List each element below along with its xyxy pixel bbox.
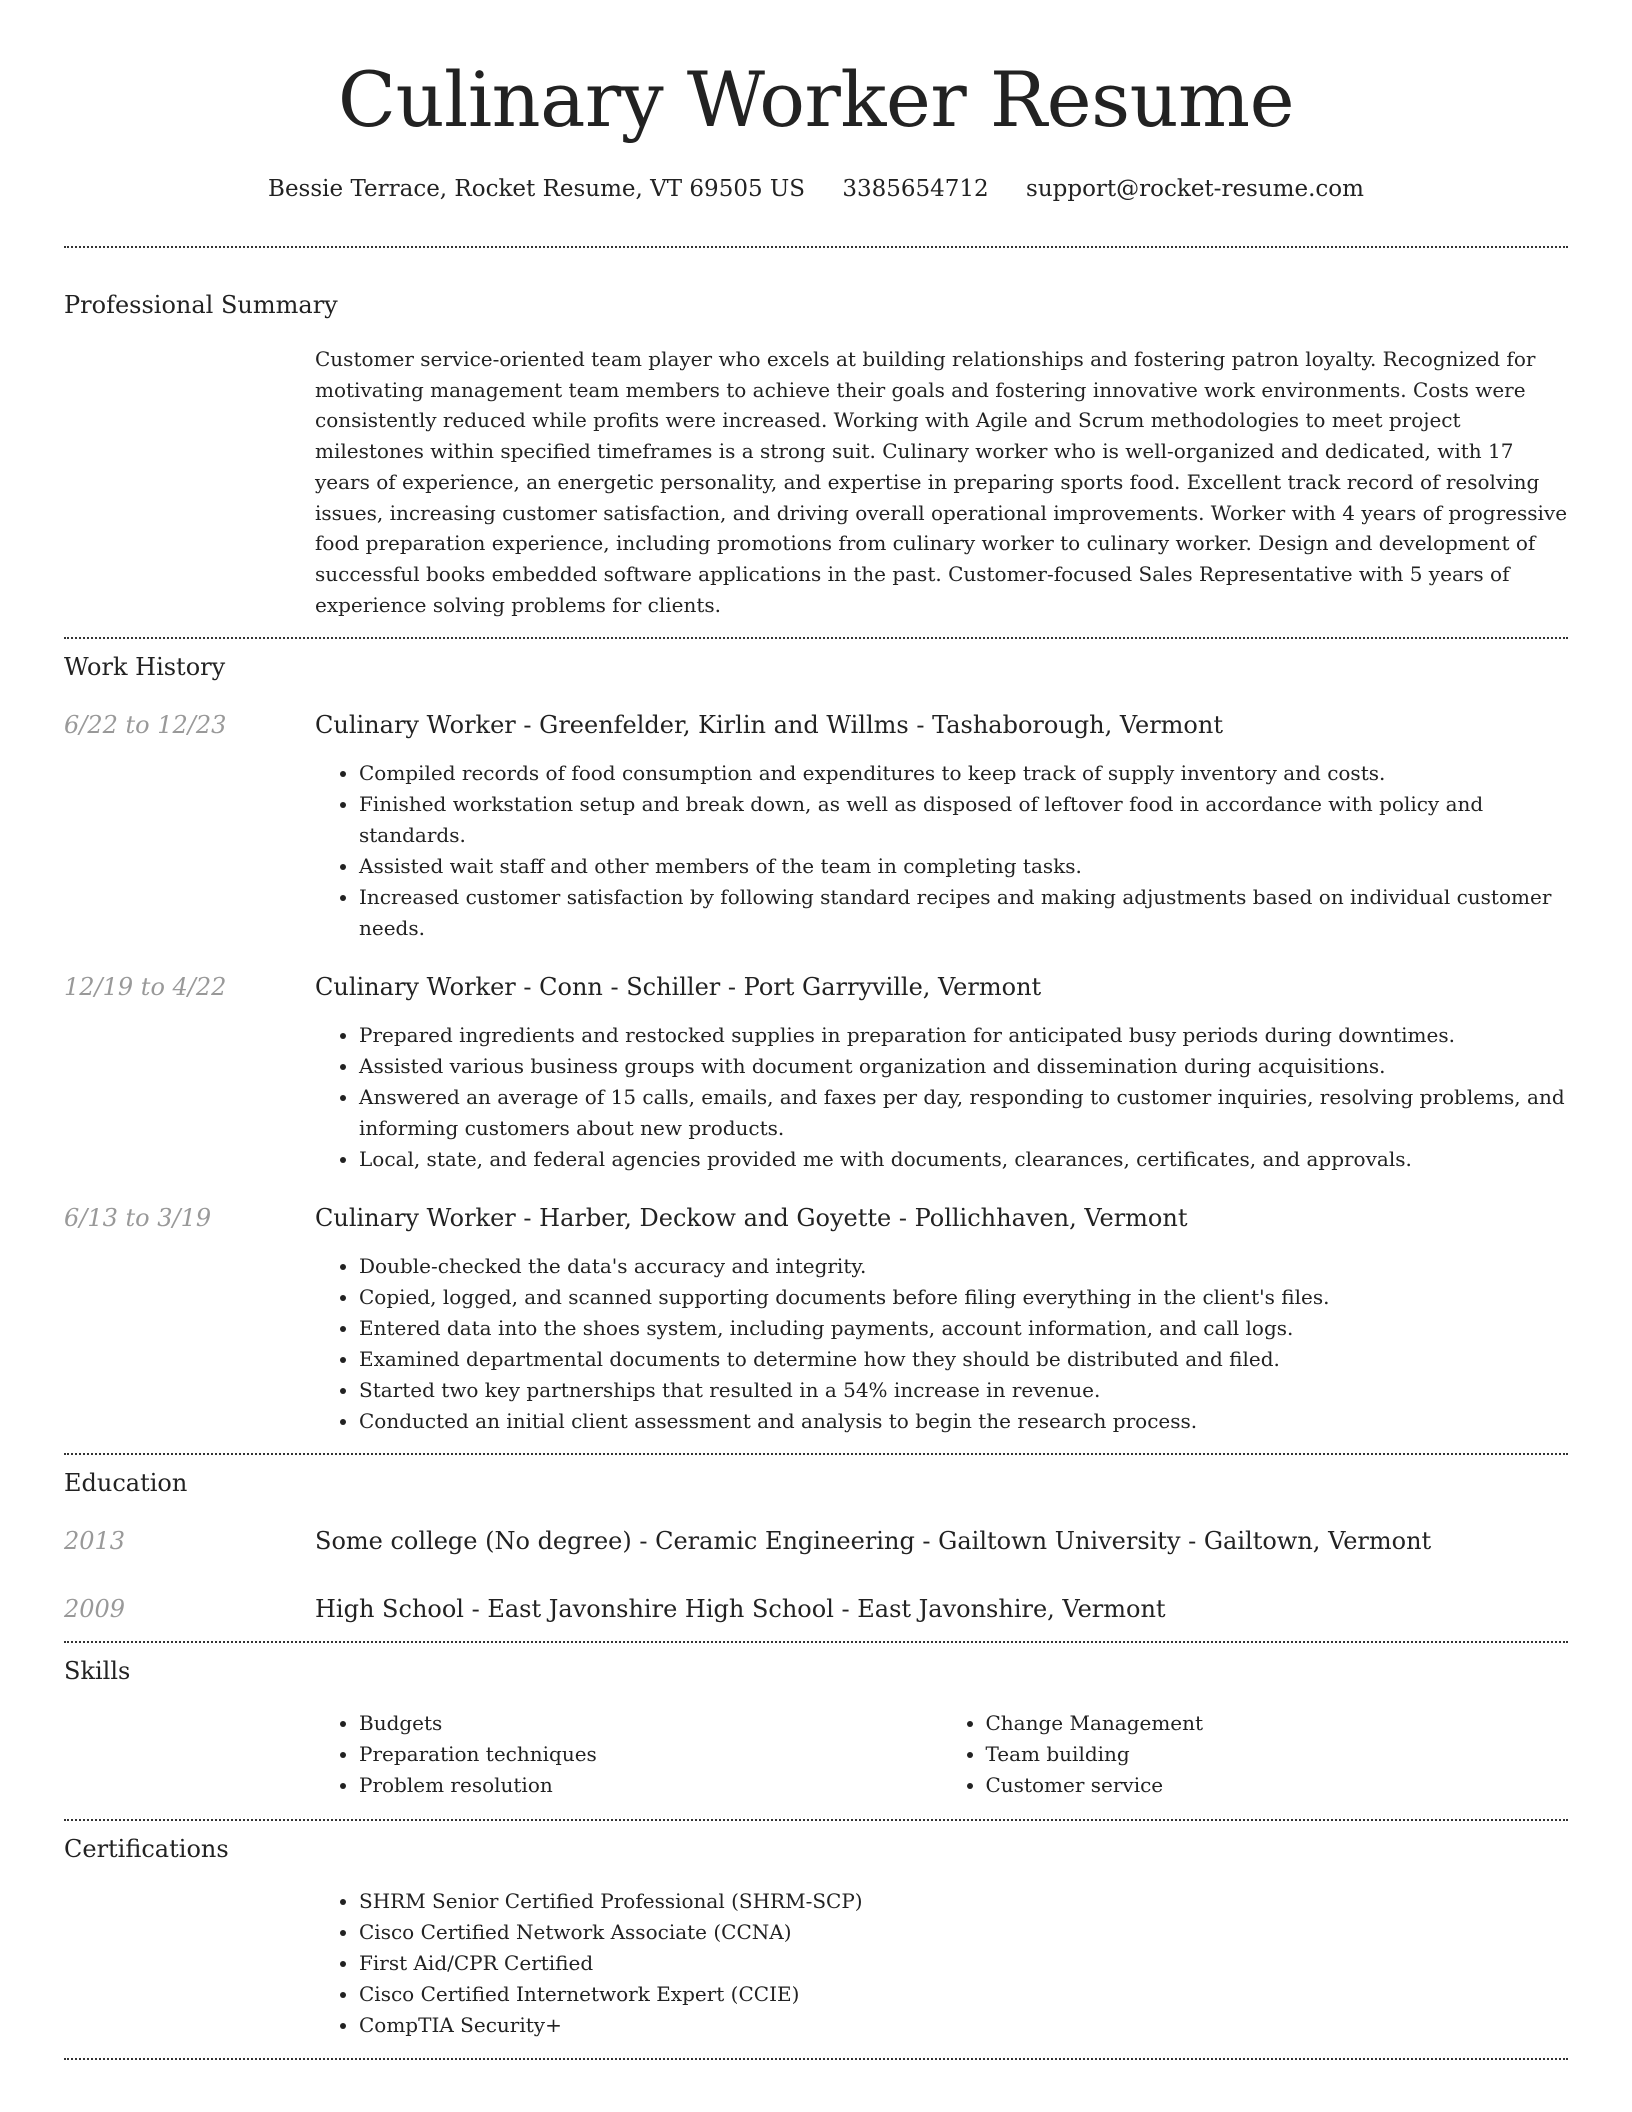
job-dates: 6/13 to 3/19: [64, 1204, 212, 1233]
job-title: Culinary Worker - Harber, Deckow and Goyette - Pollichhaven, Vermont: [315, 1204, 1188, 1233]
job-title: Culinary Worker - Conn - Schiller - Port Garryville, Vermont: [315, 973, 1042, 1002]
list-item: • SHRM Senior Certified Professional (SHRM-SCP): [359, 1886, 1568, 1917]
list-item: • Assisted wait staff and other members of the team in completing tasks.: [359, 851, 1568, 882]
list-item: • First Aid/CPR Certified: [359, 1948, 1568, 1979]
job-bullets-block: [315, 758, 1568, 944]
education-entry: [64, 1526, 1568, 1556]
contact-address: Bessie Terrace, Rocket Resume, VT 69505 US: [268, 176, 806, 202]
divider: [64, 1819, 1568, 1821]
list-item: • Examined departmental documents to determine how they should be distributed and filed.: [359, 1344, 1568, 1375]
list-item: • Team building: [986, 1739, 1569, 1770]
divider: [64, 1641, 1568, 1643]
section-heading-work: Work History: [64, 653, 226, 682]
education-entry: [64, 1594, 1568, 1624]
list-item: • Local, state, and federal agencies provided me with documents, clearances, certificates, and approvals.: [359, 1144, 1568, 1175]
list-item: • Increased customer satisfaction by following standard recipes and making adjustments based on individual customer needs.: [359, 882, 1568, 944]
certifications-list: [315, 1886, 1568, 2041]
divider: [64, 2058, 1568, 2060]
list-item: • Customer service: [986, 1770, 1569, 1801]
section-heading-skills: Skills: [64, 1657, 131, 1686]
job-entry: [64, 1203, 1568, 1437]
list-item: • CompTIA Security+: [359, 2010, 1568, 2041]
job-dates: 12/19 to 4/22: [64, 973, 227, 1002]
skills-list-right: [942, 1708, 1569, 1801]
section-heading-summary: Professional Summary: [64, 291, 338, 319]
education-title: High School - East Javonshire High School - East Javonshire, Vermont: [315, 1595, 1166, 1624]
list-item: • Double-checked the data's accuracy and integrity.: [359, 1251, 1568, 1282]
list-item: • Entered data into the shoes system, including payments, account information, and call logs.: [359, 1313, 1568, 1344]
list-item: • Budgets: [359, 1708, 942, 1739]
divider: [64, 637, 1568, 639]
divider: [64, 246, 1568, 248]
job-bullets-block: [315, 1251, 1568, 1437]
list-item: • Finished workstation setup and break down, as well as disposed of leftover food in accordance with policy and standards.: [359, 789, 1568, 851]
list-item: • Answered an average of 15 calls, emails, and faxes per day, responding to customer inquiries, resolving problems, and informing customers about new products.: [359, 1082, 1568, 1144]
contact-email: support@rocket-resume.com: [1026, 176, 1364, 202]
contact-line: [64, 174, 1568, 204]
list-item: • Conducted an initial client assessment and analysis to begin the research process.: [359, 1406, 1568, 1437]
list-item: • Prepared ingredients and restocked supplies in preparation for anticipated busy periods during downtimes.: [359, 1020, 1568, 1051]
job-title: Culinary Worker - Greenfelder, Kirlin and Willms - Tashaborough, Vermont: [315, 711, 1223, 740]
contact-phone: 3385654712: [842, 176, 989, 202]
job-dates: 6/22 to 12/23: [64, 711, 227, 740]
list-item: • Started two key partnerships that resulted in a 54% increase in revenue.: [359, 1375, 1568, 1406]
job-bullets: [315, 1020, 1568, 1175]
job-bullets: [315, 758, 1568, 944]
job-bullets-block: [315, 1020, 1568, 1175]
certifications-block: [315, 1886, 1568, 2041]
section-heading-education: Education: [64, 1469, 188, 1498]
skills-list-left: [315, 1708, 942, 1801]
list-item: • Problem resolution: [359, 1770, 942, 1801]
list-item: • Preparation techniques: [359, 1739, 942, 1770]
list-item: • Copied, logged, and scanned supporting documents before filing everything in the client's files.: [359, 1282, 1568, 1313]
job-bullets: [315, 1251, 1568, 1437]
list-item: • Compiled records of food consumption and expenditures to keep track of supply inventory and costs.: [359, 758, 1568, 789]
list-item: • Cisco Certified Network Associate (CCNA): [359, 1917, 1568, 1948]
list-item: • Cisco Certified Internetwork Expert (CCIE): [359, 1979, 1568, 2010]
education-year: 2009: [64, 1595, 126, 1624]
job-entry: [64, 710, 1568, 944]
summary-block: [315, 344, 1568, 620]
divider: [64, 1453, 1568, 1455]
job-entry: [64, 972, 1568, 1175]
education-year: 2013: [64, 1527, 126, 1556]
list-item: • Assisted various business groups with document organization and dissemination during acquisitions.: [359, 1051, 1568, 1082]
list-item: • Change Management: [986, 1708, 1569, 1739]
section-heading-certifications: Certifications: [64, 1835, 229, 1864]
skills-block: [315, 1708, 1568, 1801]
summary-text: Customer service-oriented team player who excels at building relationships and fostering patron loyalty. Recognized for motivating management team members to achieve their goals and fostering innovative work environments. Costs were consistently reduced while profits were increased. Working with Agile and Scrum methodologies to meet project milestones within specified timeframes is a strong suit. Culinary worker who is well-organized and dedicated, with 17 years of experience, an energetic personality, and expertise in preparing sports food. Excellent track record of resolving issues, increasing customer satisfaction, and driving overall operational improvements. Worker with 4 years of progressive food preparation experience, including promotions from culinary worker to culinary worker. Design and development of successful books embedded software applications in the past. Customer-focused Sales Representative with 5 years of experience solving problems for clients.: [315, 347, 1568, 617]
resume-title: Culinary Worker Resume: [337, 55, 1295, 144]
education-title: Some college (No degree) - Ceramic Engineering - Gailtown University - Gailtown, Vermont: [315, 1527, 1432, 1556]
